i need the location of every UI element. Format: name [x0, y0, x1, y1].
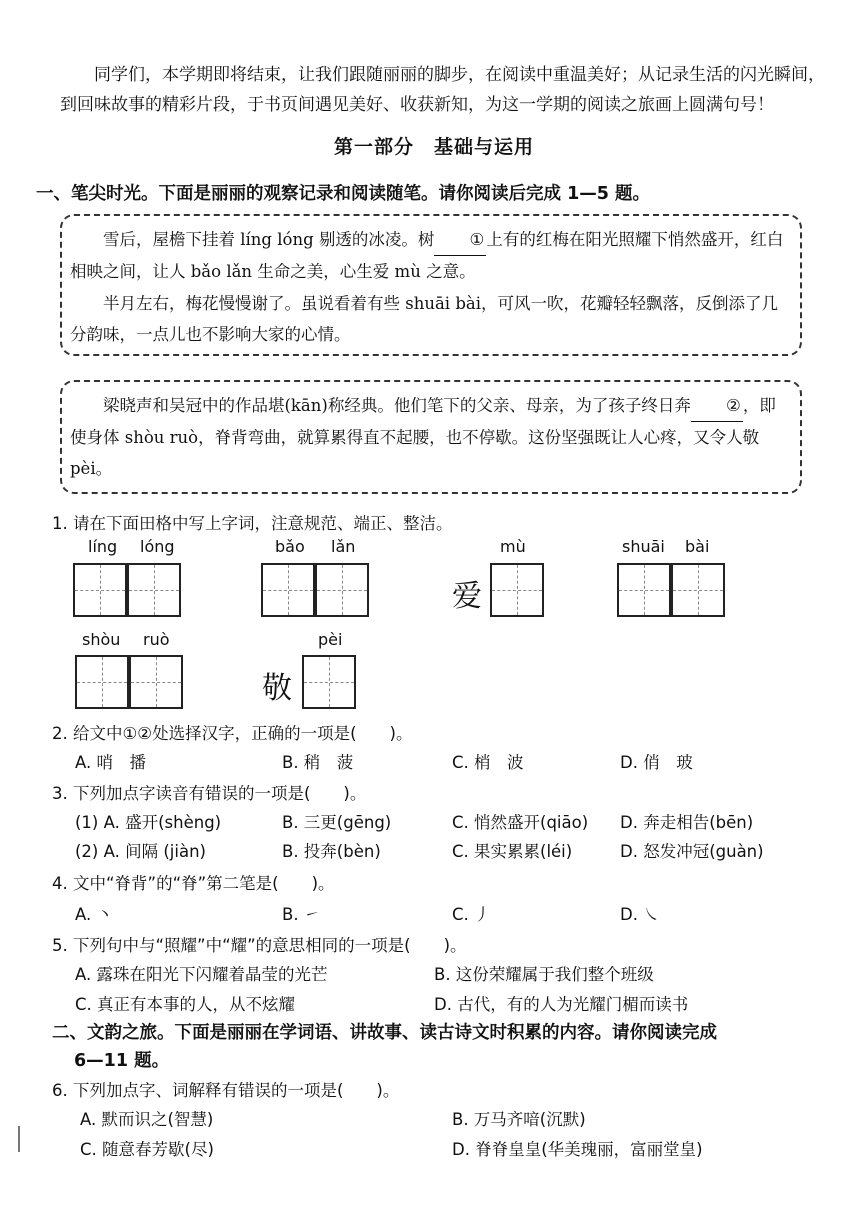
box1-paragraph-1: 雪后，屋檐下挂着 líng lóng 剔透的冰凌。树 ① 上有的红梅在阳光照耀下悄然盛开，红白相映之间，让人 bǎo lǎn 生命之美，心生爱 mù 之意。 — [70, 224, 790, 287]
writing-grid-cell[interactable] — [490, 563, 544, 617]
char-jing: 敬 — [262, 671, 292, 706]
observation-record-box — [60, 214, 802, 356]
section2-heading-cont: 6—11 题。 — [74, 1051, 170, 1071]
box1-paragraph-2: 半月左右，梅花慢慢谢了。虽说看着有些 shuāi bài，可风一吹，花瓣轻轻飘落，反倒添了几分韵味，一点儿也不影响大家的心情。 — [70, 294, 779, 344]
blank-2: ② — [691, 390, 743, 422]
q5-option-a[interactable]: A. 露珠在阳光下闪耀着晶莹的光芒 — [75, 965, 328, 984]
q3-row2-a[interactable]: (2) A. 间隔 (jiàn) — [75, 842, 206, 861]
q5-option-d[interactable]: D. 古代，有的人为光耀门楣而读书 — [434, 995, 689, 1014]
margin-line — [18, 1126, 20, 1152]
pinyin-pei: pèi — [318, 630, 343, 649]
writing-grid-cell[interactable] — [127, 563, 181, 617]
pinyin-ling: líng — [88, 537, 118, 556]
section1-heading: 一、笔尖时光。下面是丽丽的观察记录和阅读随笔。请你阅读后完成 1—5 题。 — [36, 184, 651, 204]
q3-row1-a[interactable]: (1) A. 盛开(shèng) — [75, 813, 222, 832]
q3-row2-b[interactable]: B. 投奔(bèn) — [282, 842, 381, 861]
pinyin-bao: bǎo — [275, 537, 305, 556]
q2-option-b[interactable]: B. 稍 菠 — [282, 753, 354, 772]
q6-option-a[interactable]: A. 默而识之(智慧) — [80, 1110, 214, 1129]
q3-row1-c[interactable]: C. 悄然盛开(qiāo) — [452, 813, 589, 832]
section2-heading: 二、文韵之旅。下面是丽丽在学词语、讲故事、读古诗文时积累的内容。请你阅读完成 — [52, 1023, 717, 1043]
q3-row2-d[interactable]: D. 怒发冲冠(guàn) — [620, 842, 764, 861]
q2-option-d[interactable]: D. 俏 玻 — [620, 753, 693, 772]
writing-grid-cell[interactable] — [302, 655, 356, 709]
pinyin-shou: shòu — [82, 630, 121, 649]
pinyin-shuai: shuāi — [622, 537, 665, 556]
part-title: 第一部分 基础与运用 — [333, 136, 534, 158]
q4-option-d[interactable]: D. ㇏ — [620, 905, 660, 924]
q3-stem: 3. 下列加点字读音有错误的一项是( )。 — [52, 784, 367, 803]
writing-grid-cell[interactable] — [617, 563, 671, 617]
q6-option-b[interactable]: B. 万马齐喑(沉默) — [452, 1110, 586, 1129]
q4-option-b[interactable]: B. ㇀ — [282, 905, 321, 924]
writing-grid-cell[interactable] — [261, 563, 315, 617]
q3-row2-c[interactable]: C. 果实累累(léi) — [452, 842, 573, 861]
q6-option-d[interactable]: D. 脊脊皇皇(华美瑰丽，富丽堂皇) — [452, 1140, 703, 1159]
q5-option-b[interactable]: B. 这份荣耀属于我们整个班级 — [434, 965, 654, 984]
pinyin-lan: lǎn — [331, 537, 356, 556]
writing-grid-cell[interactable] — [315, 563, 369, 617]
q4-stem: 4. 文中“脊背”的“脊”第二笔是( )。 — [52, 874, 335, 893]
reading-notes-box — [60, 380, 802, 494]
q3-row1-d[interactable]: D. 奔走相告(bēn) — [620, 813, 754, 832]
writing-grid-cell[interactable] — [129, 655, 183, 709]
q2-option-a[interactable]: A. 哨 播 — [75, 753, 146, 772]
q6-option-c[interactable]: C. 随意春芳歇(尽) — [80, 1140, 214, 1159]
writing-grid-cell[interactable] — [75, 655, 129, 709]
blank-1: ① — [434, 224, 486, 256]
char-ai: 爱 — [452, 579, 482, 614]
q2-stem: 2. 给文中①②处选择汉字，正确的一项是( )。 — [52, 724, 413, 743]
writing-grid-cell[interactable] — [671, 563, 725, 617]
pinyin-ruo: ruò — [143, 630, 170, 649]
q6-stem: 6. 下列加点字、词解释有错误的一项是( )。 — [52, 1081, 400, 1100]
intro-paragraph: 同学们，本学期即将结束，让我们跟随丽丽的脚步，在阅读中重温美好；从记录生活的闪光瞬间，到回味故事的精彩片段，于书页间遇见美好、收获新知，为这一学期的阅读之旅画上圆满句号！ — [60, 65, 825, 115]
q5-stem: 5. 下列句中与“照耀”中“耀”的意思相同的一项是( )。 — [52, 936, 467, 955]
box2-paragraph: 梁晓声和吴冠中的作品堪(kān)称经典。他们笔下的父亲、母亲，为了孩子终日奔 ② ，即使身体 shòu ruò，脊背弯曲，就算累得直不起腰，也不停歇。这份坚强既让人心疼，又令人敬 pèi。 — [70, 390, 790, 484]
q5-option-c[interactable]: C. 真正有本事的人，从不炫耀 — [75, 995, 296, 1014]
q4-option-a[interactable]: A. 丶 — [75, 905, 113, 924]
q2-option-c[interactable]: C. 梢 波 — [452, 753, 524, 772]
pinyin-mu: mù — [500, 537, 526, 556]
writing-grid-cell[interactable] — [73, 563, 127, 617]
q4-option-c[interactable]: C. 丿 — [452, 905, 491, 924]
q1-stem: 1. 请在下面田格中写上字词，注意规范、端正、整洁。 — [52, 514, 453, 533]
pinyin-long: lóng — [140, 537, 175, 556]
pinyin-bai: bài — [685, 537, 710, 556]
q3-row1-b[interactable]: B. 三更(gēng) — [282, 813, 392, 832]
